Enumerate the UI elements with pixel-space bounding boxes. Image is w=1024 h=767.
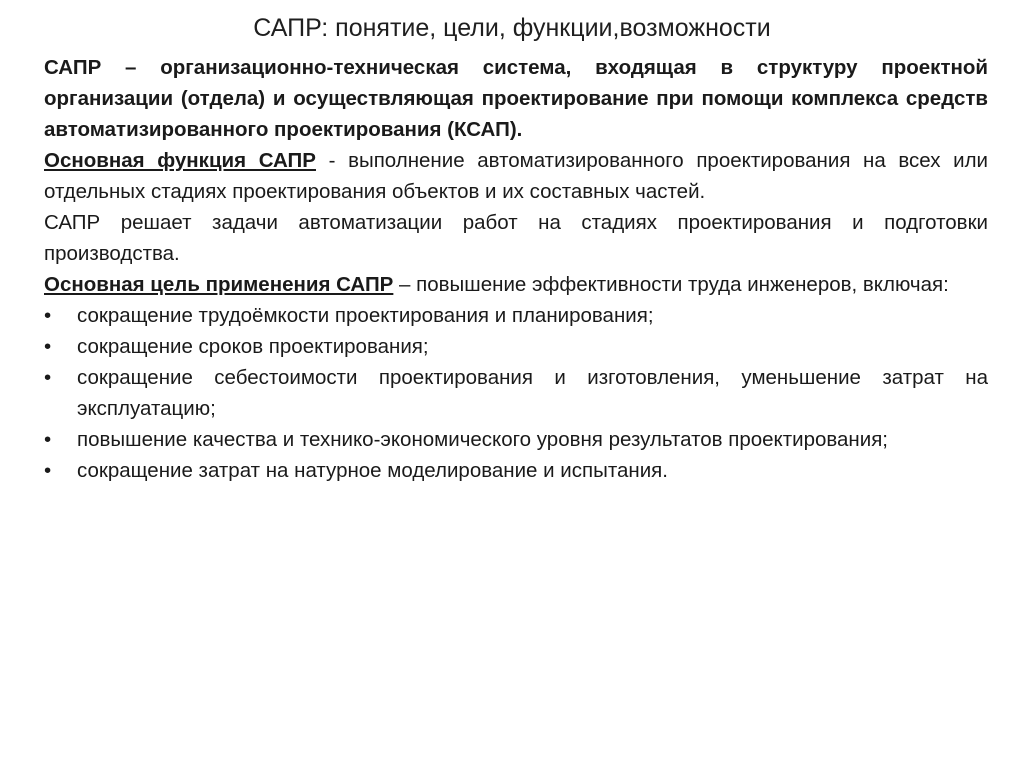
- main-function-term: Основная функция САПР: [44, 149, 316, 172]
- main-goal-text: – повышение эффективности труда инженеров, включая:: [393, 273, 949, 296]
- list-item-text: сокращение сроков проектирования;: [77, 335, 429, 358]
- main-function-paragraph: [44, 145, 988, 207]
- definition-paragraph: САПР – организационно-техническая система, входящая в структуру проектной организации (отдела) и осуществляющая проектирование при помощи комплекса средств автоматизированного проектирования (КСАП).: [44, 56, 988, 141]
- slide-content: [44, 52, 988, 486]
- list-item-text: сокращение затрат на натурное моделирование и испытания.: [77, 459, 668, 482]
- list-item: [44, 331, 988, 362]
- bullet-icon: •: [44, 459, 52, 482]
- list-item: [44, 300, 988, 331]
- main-goal-term: Основная цель применения САПР: [44, 273, 394, 296]
- list-item: [44, 362, 988, 424]
- bullet-icon: •: [44, 366, 52, 389]
- goal-bullet-list: [44, 300, 988, 486]
- bullet-icon: •: [44, 304, 52, 327]
- main-goal-paragraph: [44, 269, 988, 300]
- tasks-paragraph: САПР решает задачи автоматизации работ на стадиях проектирования и подготовки производства.: [44, 211, 988, 265]
- list-item-text: повышение качества и технико-экономического уровня результатов проектирования;: [77, 428, 889, 451]
- bullet-icon: •: [44, 335, 52, 358]
- list-item: [44, 424, 988, 455]
- list-item-text: сокращение себестоимости проектирования и изготовления, уменьшение затрат на эксплуатацию;: [77, 366, 988, 420]
- list-item: [44, 455, 988, 486]
- main-function-text: - выполнение автоматизированного проектирования на всех или отдельных стадиях проектирования объектов и их составных частей.: [44, 149, 989, 203]
- bullet-icon: •: [44, 428, 52, 451]
- slide-title: САПР: понятие, цели, функции,возможности: [253, 14, 771, 42]
- list-item-text: сокращение трудоёмкости проектирования и планирования;: [77, 304, 654, 327]
